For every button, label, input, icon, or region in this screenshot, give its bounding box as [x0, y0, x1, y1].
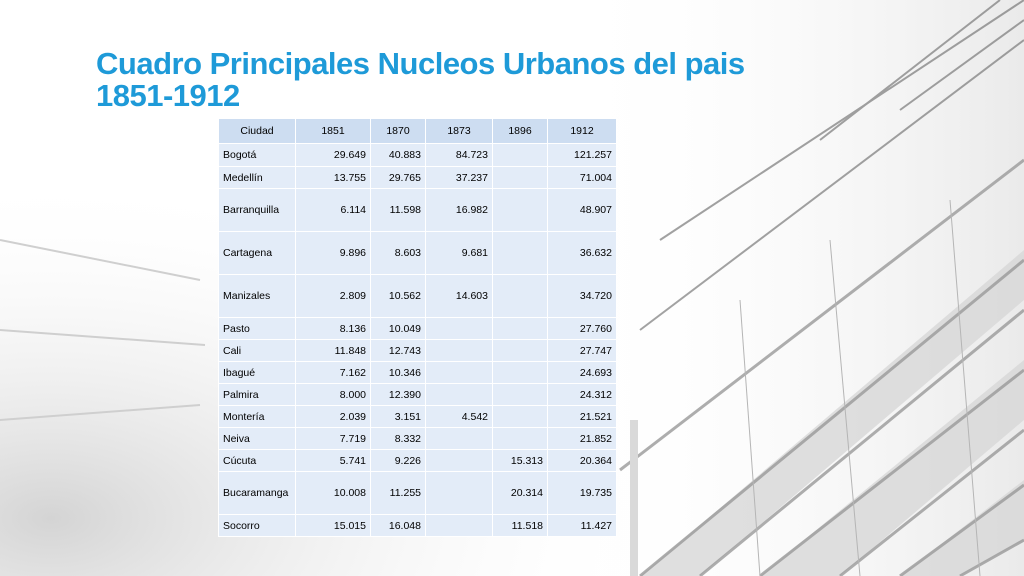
- urban-centers-table: [218, 118, 617, 537]
- cell-value: 20.364: [548, 450, 617, 472]
- cell-value: 21.521: [548, 406, 617, 428]
- cell-value: 6.114: [296, 189, 371, 232]
- cell-value: [426, 362, 493, 384]
- cell-value: 121.257: [548, 144, 617, 167]
- table-row: [219, 384, 617, 406]
- cell-value: [426, 428, 493, 450]
- cell-value: 15.313: [493, 450, 548, 472]
- cell-value: 8.000: [296, 384, 371, 406]
- cell-value: 14.603: [426, 275, 493, 318]
- cell-value: [493, 362, 548, 384]
- cell-value: [493, 340, 548, 362]
- cell-value: 3.151: [371, 406, 426, 428]
- cell-value: 9.681: [426, 232, 493, 275]
- table-row: [219, 144, 617, 167]
- table-header-row: [219, 119, 617, 144]
- cell-city: Pasto: [219, 318, 296, 340]
- cell-value: 19.735: [548, 472, 617, 515]
- table-row: [219, 340, 617, 362]
- table-row: [219, 362, 617, 384]
- table-row: [219, 428, 617, 450]
- cell-value: 7.719: [296, 428, 371, 450]
- cell-city: Neiva: [219, 428, 296, 450]
- header-1912: 1912: [548, 119, 617, 144]
- cell-value: 24.312: [548, 384, 617, 406]
- cell-value: 48.907: [548, 189, 617, 232]
- cell-value: 4.542: [426, 406, 493, 428]
- table-row: [219, 450, 617, 472]
- slide-title: [96, 48, 745, 112]
- cell-value: [493, 318, 548, 340]
- cell-city: Socorro: [219, 515, 296, 537]
- cell-value: 11.427: [548, 515, 617, 537]
- cell-value: 11.598: [371, 189, 426, 232]
- cell-value: [493, 384, 548, 406]
- cell-value: 15.015: [296, 515, 371, 537]
- cell-value: [493, 144, 548, 167]
- cell-value: 8.603: [371, 232, 426, 275]
- cell-value: 34.720: [548, 275, 617, 318]
- cell-value: 16.982: [426, 189, 493, 232]
- cell-value: 10.008: [296, 472, 371, 515]
- cell-value: [493, 189, 548, 232]
- cell-value: [426, 318, 493, 340]
- cell-value: [493, 167, 548, 189]
- slide-title-line2: 1851-1912: [96, 78, 240, 113]
- cell-value: 8.136: [296, 318, 371, 340]
- header-city: Ciudad: [219, 119, 296, 144]
- cell-value: 5.741: [296, 450, 371, 472]
- table-row: [219, 472, 617, 515]
- cell-value: 8.332: [371, 428, 426, 450]
- table-row: [219, 167, 617, 189]
- cell-value: [426, 450, 493, 472]
- cell-city: Cúcuta: [219, 450, 296, 472]
- cell-value: 24.693: [548, 362, 617, 384]
- header-1873: 1873: [426, 119, 493, 144]
- cell-value: 12.390: [371, 384, 426, 406]
- cell-city: Montería: [219, 406, 296, 428]
- cell-value: 29.649: [296, 144, 371, 167]
- header-1896: 1896: [493, 119, 548, 144]
- cell-value: 21.852: [548, 428, 617, 450]
- cell-value: 13.755: [296, 167, 371, 189]
- cell-city: Bogotá: [219, 144, 296, 167]
- cell-value: 16.048: [371, 515, 426, 537]
- cell-city: Cali: [219, 340, 296, 362]
- cell-value: 84.723: [426, 144, 493, 167]
- cell-value: [493, 406, 548, 428]
- table-row: [219, 515, 617, 537]
- cell-value: [493, 232, 548, 275]
- header-1851: 1851: [296, 119, 371, 144]
- cell-value: 10.049: [371, 318, 426, 340]
- table-row: [219, 275, 617, 318]
- cell-value: [426, 515, 493, 537]
- cell-value: 11.518: [493, 515, 548, 537]
- cell-value: 11.848: [296, 340, 371, 362]
- cell-city: Barranquilla: [219, 189, 296, 232]
- cell-value: 20.314: [493, 472, 548, 515]
- table-row: [219, 189, 617, 232]
- cell-value: 27.760: [548, 318, 617, 340]
- cell-value: 36.632: [548, 232, 617, 275]
- cell-value: 11.255: [371, 472, 426, 515]
- cell-value: 2.039: [296, 406, 371, 428]
- cell-value: 9.896: [296, 232, 371, 275]
- cell-city: Manizales: [219, 275, 296, 318]
- cell-city: Cartagena: [219, 232, 296, 275]
- cell-value: 29.765: [371, 167, 426, 189]
- cell-city: Ibagué: [219, 362, 296, 384]
- cell-value: 10.562: [371, 275, 426, 318]
- cell-value: 40.883: [371, 144, 426, 167]
- table-row: [219, 406, 617, 428]
- cell-value: 37.237: [426, 167, 493, 189]
- table-row: [219, 232, 617, 275]
- cell-value: 2.809: [296, 275, 371, 318]
- cell-value: 27.747: [548, 340, 617, 362]
- cell-value: 9.226: [371, 450, 426, 472]
- cell-city: Medellín: [219, 167, 296, 189]
- cell-city: Bucaramanga: [219, 472, 296, 515]
- header-1870: 1870: [371, 119, 426, 144]
- table-row: [219, 318, 617, 340]
- cell-value: [426, 472, 493, 515]
- cell-value: [493, 275, 548, 318]
- cell-value: 71.004: [548, 167, 617, 189]
- cell-value: 10.346: [371, 362, 426, 384]
- slide-title-line1: Cuadro Principales Nucleos Urbanos del pais: [96, 46, 745, 81]
- cell-value: [493, 428, 548, 450]
- cell-value: 12.743: [371, 340, 426, 362]
- cell-value: 7.162: [296, 362, 371, 384]
- cell-city: Palmira: [219, 384, 296, 406]
- cell-value: [426, 340, 493, 362]
- cell-value: [426, 384, 493, 406]
